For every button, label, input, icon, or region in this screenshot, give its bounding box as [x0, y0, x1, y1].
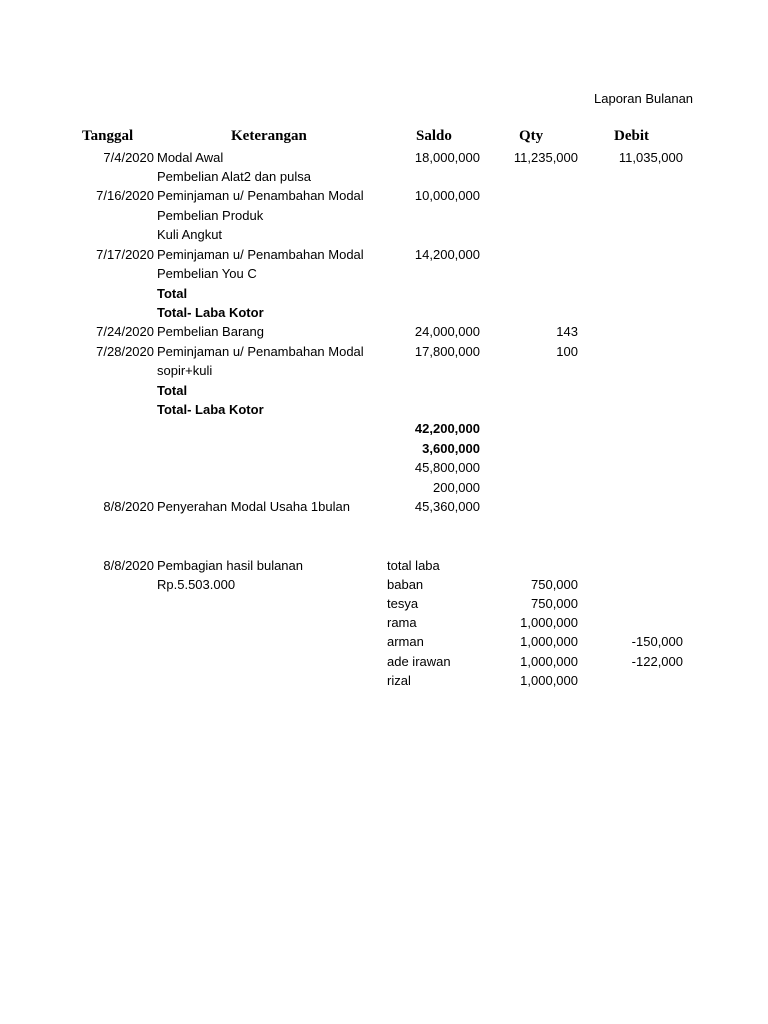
table-row [0, 225, 768, 244]
saldo-cell: 200,000 [433, 480, 480, 495]
member-name: arman [387, 634, 424, 649]
qty-cell: 143 [556, 324, 578, 339]
total-laba-label: total laba [387, 558, 440, 573]
date-cell: 8/8/2020 [103, 499, 154, 514]
distribution-row [0, 613, 768, 632]
description-cell: Total [157, 383, 188, 398]
date-cell: 7/24/2020 [96, 324, 154, 339]
member-debit: -150,000 [631, 634, 683, 649]
report-title: Laporan Bulanan [594, 91, 694, 106]
table-row [0, 458, 768, 477]
distribution-row [0, 594, 768, 613]
header-tanggal: Tanggal [82, 128, 134, 144]
saldo-cell: 14,200,000 [414, 247, 480, 262]
date-cell: 8/8/2020 [103, 558, 154, 573]
table-row [0, 303, 768, 322]
table-row [0, 167, 768, 186]
table-row [0, 245, 768, 264]
header-debit: Debit [614, 128, 649, 144]
qty-cell: 100 [556, 344, 578, 359]
table-row [0, 322, 768, 341]
qty-cell: 11,235,000 [513, 150, 578, 165]
saldo-cell: 17,800,000 [414, 344, 480, 359]
description-cell: Pembelian Barang [157, 324, 264, 339]
description-cell: Peminjaman u/ Penambahan Modal [157, 344, 364, 359]
table-row [0, 186, 768, 205]
table-row [0, 439, 768, 458]
distribution-row [0, 556, 768, 575]
table-row [0, 206, 768, 225]
saldo-cell: 18,000,000 [414, 150, 480, 165]
date-cell: 7/4/2020 [103, 150, 154, 165]
debit-cell: 11,035,000 [618, 150, 683, 165]
member-name: rizal [387, 673, 411, 688]
table-row [0, 284, 768, 303]
header-qty: Qty [519, 128, 544, 144]
description-cell: Pembelian Produk [157, 208, 264, 223]
description-cell: Total- Laba Kotor [157, 305, 264, 320]
member-debit: -122,000 [631, 654, 683, 669]
header-keterangan: Keterangan [231, 128, 307, 144]
saldo-cell: 42,200,000 [414, 421, 480, 436]
table-row [0, 419, 768, 438]
distribution-row [0, 575, 768, 594]
saldo-cell: 10,000,000 [414, 188, 480, 203]
distribution-row [0, 632, 768, 651]
saldo-cell: 3,600,000 [422, 441, 480, 456]
description-cell: Pembelian You C [157, 266, 257, 281]
description-cell: Rp.5.503.000 [157, 577, 236, 592]
description-cell: sopir+kuli [157, 363, 213, 378]
description-cell: Peminjaman u/ Penambahan Modal [157, 247, 364, 262]
distribution-row [0, 652, 768, 671]
member-amount: 750,000 [531, 577, 578, 592]
description-cell: Total- Laba Kotor [157, 402, 264, 417]
description-cell: Penyerahan Modal Usaha 1bulan [157, 499, 350, 514]
table-row [0, 342, 768, 361]
table-row [0, 400, 768, 419]
member-name: rama [387, 615, 417, 630]
table-row [0, 148, 768, 167]
description-cell: Modal Awal [157, 150, 224, 165]
distribution-row [0, 671, 768, 690]
description-cell: Kuli Angkut [157, 227, 223, 242]
date-cell: 7/17/2020 [96, 247, 154, 262]
member-amount: 1,000,000 [520, 634, 578, 649]
date-cell: 7/16/2020 [96, 188, 154, 203]
saldo-cell: 45,360,000 [414, 499, 480, 514]
table-row [0, 264, 768, 283]
member-amount: 750,000 [531, 596, 578, 611]
description-cell: Pembagian hasil bulanan [157, 558, 303, 573]
member-amount: 1,000,000 [520, 654, 578, 669]
table-row [0, 497, 768, 516]
description-cell: Total [157, 286, 188, 301]
member-name: baban [387, 577, 424, 592]
saldo-cell: 45,800,000 [414, 460, 480, 475]
member-amount: 1,000,000 [520, 615, 578, 630]
member-amount: 1,000,000 [520, 673, 578, 688]
saldo-cell: 24,000,000 [414, 324, 480, 339]
table-row [0, 381, 768, 400]
description-cell: Pembelian Alat2 dan pulsa [157, 169, 311, 184]
table-row [0, 361, 768, 380]
table-row [0, 478, 768, 497]
member-name: tesya [387, 596, 419, 611]
member-name: ade irawan [387, 654, 451, 669]
description-cell: Peminjaman u/ Penambahan Modal [157, 188, 364, 203]
header-saldo: Saldo [416, 128, 452, 144]
date-cell: 7/28/2020 [96, 344, 154, 359]
